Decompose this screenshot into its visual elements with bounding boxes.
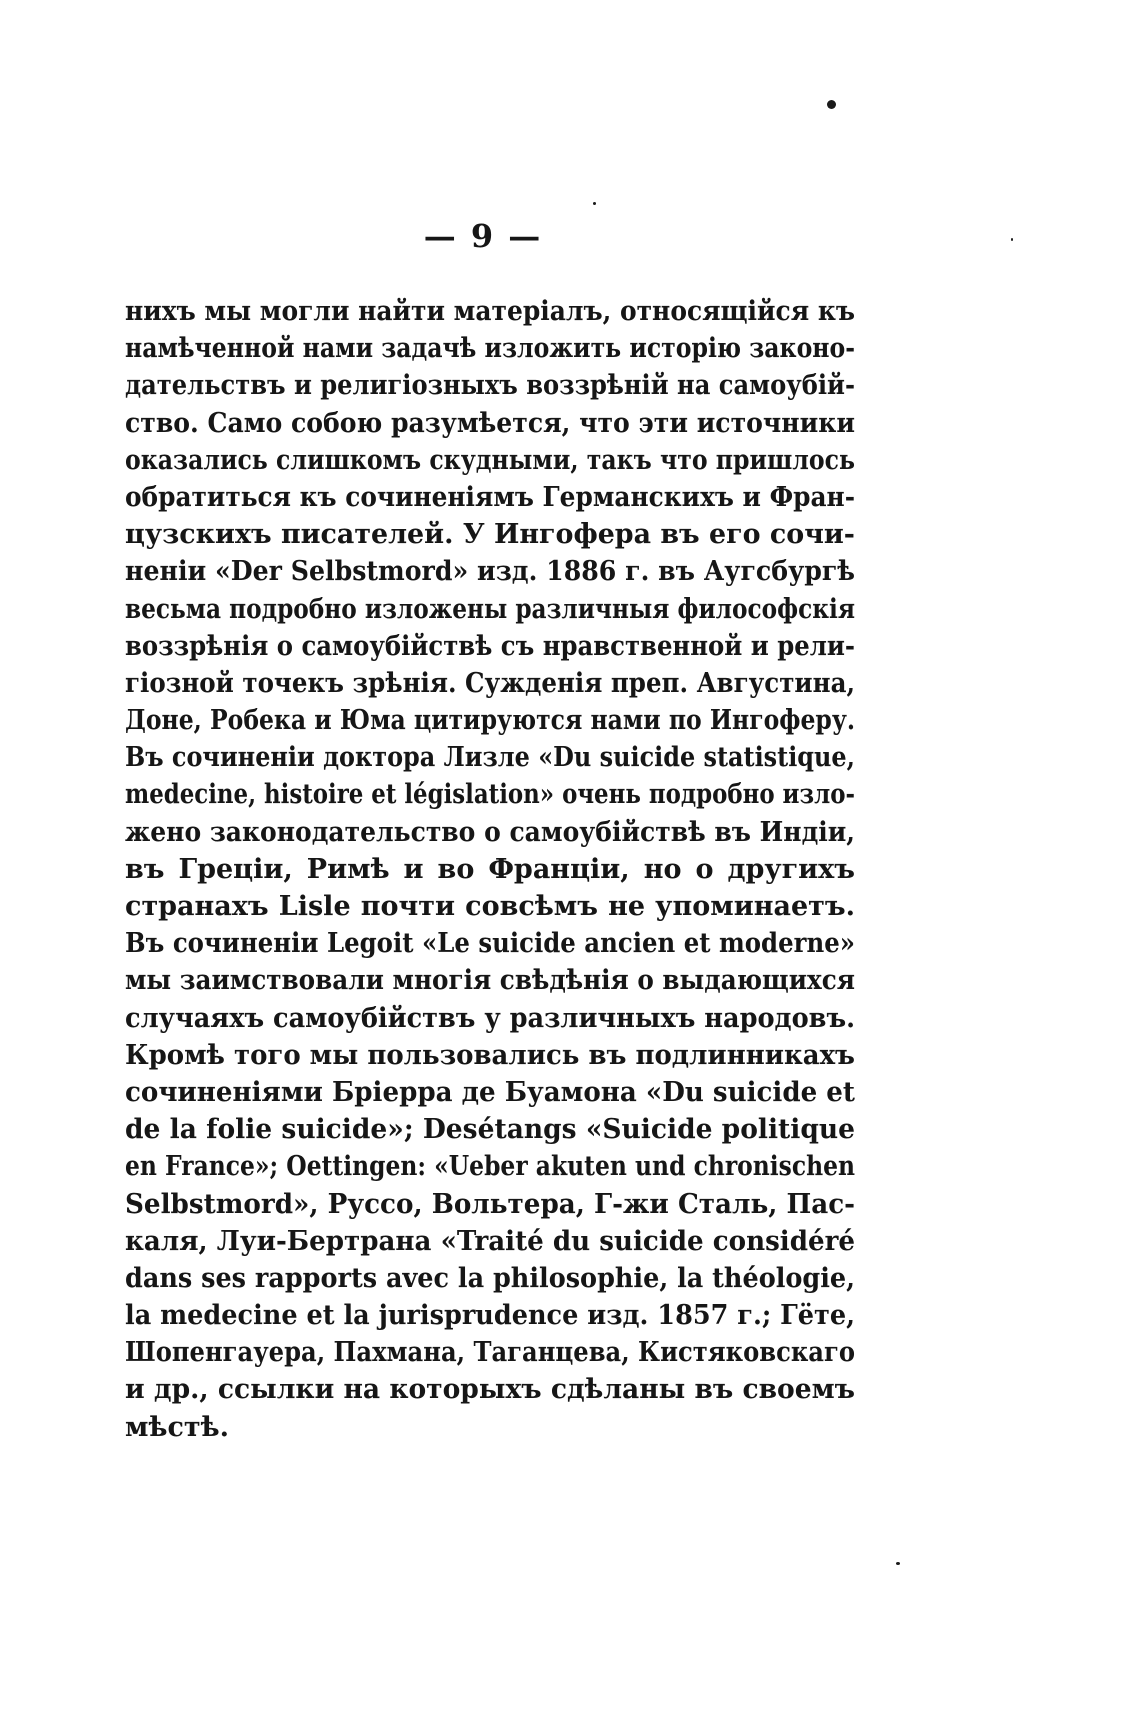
- ink-speck: [593, 202, 596, 205]
- text-line: дательствъ и религіозныхъ воззрѣній на самоубій-: [125, 370, 855, 402]
- ink-speck: [1011, 238, 1013, 241]
- text-line: воззрѣнія о самоубійствѣ съ нравственной и рели-: [125, 630, 856, 662]
- text-line: жено законодательство о самоубійствѣ въ Индіи,: [125, 816, 855, 848]
- text-line: la medecine et la jurisprudence изд. 1857 г.; Гёте,: [125, 1300, 856, 1332]
- text-line: неніи «Der Selbstmord» изд. 1886 г. въ Аугсбургѣ: [125, 556, 856, 588]
- text-line: странахъ Lisle почти совсѣмъ не упоминаетъ.: [125, 891, 855, 922]
- text-line: мѣстѣ.: [125, 1411, 229, 1443]
- text-line: въ Греціи, Римѣ и во Франціи, но о другихъ: [125, 853, 855, 885]
- text-line: и др., ссылки на которыхъ сдѣланы въ своемъ: [125, 1374, 855, 1406]
- text-line: обратиться къ сочиненіямъ Германскихъ и Фран-: [125, 481, 856, 513]
- page-number: — 9 —: [423, 217, 543, 255]
- text-line: гіозной точекъ зрѣнія. Сужденія преп. Августина,: [125, 667, 855, 699]
- text-line: Кромѣ того мы пользовались въ подлинникахъ: [125, 1039, 855, 1071]
- text-line: Въ сочиненіи доктора Лизле «Du suicide statistique,: [125, 742, 855, 774]
- text-line: ство. Само собою разумѣется, что эти источники: [125, 407, 855, 439]
- text-line: мы заимствовали многія свѣдѣнія о выдающихся: [125, 965, 855, 997]
- text-line: сочиненіями Бріерра де Буамона «Du suicide et: [125, 1076, 855, 1108]
- text-line: Доне, Робека и Юма цитируются нами по Ингоферу.: [125, 705, 856, 737]
- text-line: de la folie suicide»; Desétangs «Suicide politique: [125, 1114, 856, 1146]
- text-line: цузскихъ писателей. У Ингофера въ его сочи-: [125, 519, 855, 551]
- text-line: Selbstmord», Руссо, Вольтера, Г-жи Сталь, Пас-: [125, 1188, 856, 1220]
- ink-speck: [827, 100, 836, 109]
- text-line: en France»; Oettingen: «Ueber akuten und chronischen: [125, 1151, 856, 1183]
- text-line: нихъ мы могли найти матеріалъ, относящійся къ: [125, 296, 855, 327]
- body-text: [125, 293, 855, 1446]
- text-line: medecine, histoire et législation» очень подробно изло-: [125, 779, 855, 811]
- text-line: весьма подробно изложены различныя философскія: [125, 593, 855, 625]
- text-line: Шопенгауера, Пахмана, Таганцева, Кистяковскаго: [125, 1337, 855, 1369]
- text-line: оказались слишкомъ скудными, такъ что пришлось: [125, 444, 856, 476]
- text-line: каля, Луи-Бертрана «Traité du suicide considéré: [125, 1225, 856, 1257]
- text-line: случаяхъ самоубійствъ у различныхъ народовъ.: [125, 1002, 855, 1034]
- text-line: Въ сочиненіи Legoit «Le suicide ancien et moderne»: [125, 928, 855, 960]
- text-line: dans ses rapports avec la philosophie, la théologie,: [125, 1262, 855, 1294]
- text-line: намѣченной нами задачѣ изложить исторію законо-: [125, 333, 856, 365]
- ink-speck: [896, 1562, 900, 1565]
